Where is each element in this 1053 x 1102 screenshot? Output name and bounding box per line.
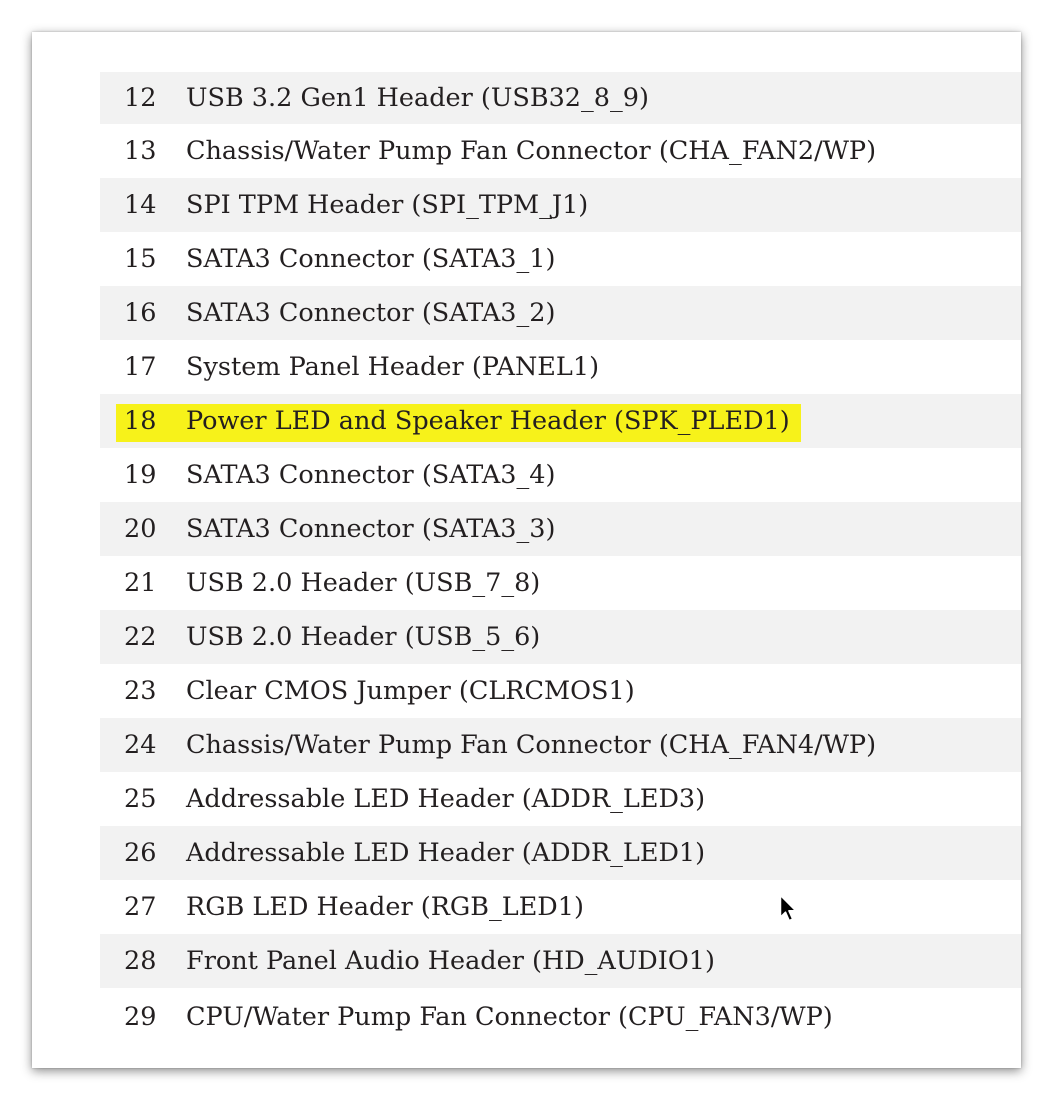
row-number: 22: [124, 622, 157, 652]
row-description: Power LED and Speaker Header (SPK_PLED1): [186, 406, 790, 436]
table-row: [100, 718, 1021, 772]
row-number: 26: [124, 838, 157, 868]
table-row: [100, 826, 1021, 880]
row-number: 17: [124, 352, 157, 382]
table-row: [100, 448, 1021, 502]
table-row: [100, 880, 1021, 934]
document-page: [32, 32, 1021, 1068]
row-description: Front Panel Audio Header (HD_AUDIO1): [186, 946, 715, 976]
row-description: Chassis/Water Pump Fan Connector (CHA_FAN2/WP): [186, 136, 877, 166]
row-description: Clear CMOS Jumper (CLRCMOS1): [186, 676, 635, 706]
row-description: SATA3 Connector (SATA3_3): [186, 514, 556, 544]
row-description: USB 2.0 Header (USB_5_6): [186, 622, 541, 652]
table-row: [100, 772, 1021, 826]
row-number: 20: [124, 514, 157, 544]
row-description: CPU/Water Pump Fan Connector (CPU_FAN3/WP): [186, 1002, 833, 1032]
row-description: Addressable LED Header (ADDR_LED1): [186, 838, 706, 868]
row-number: 16: [124, 298, 157, 328]
row-description: Chassis/Water Pump Fan Connector (CHA_FAN4/WP): [186, 730, 877, 760]
row-number: 24: [124, 730, 157, 760]
row-number: 19: [124, 460, 157, 490]
mouse-pointer-icon: [779, 894, 799, 924]
row-number: 25: [124, 784, 157, 814]
table-row: [100, 556, 1021, 610]
row-description: SATA3 Connector (SATA3_1): [186, 244, 556, 274]
row-number: 12: [124, 83, 157, 113]
connector-table: [100, 72, 1021, 1046]
table-row: [100, 340, 1021, 394]
row-description: System Panel Header (PANEL1): [186, 352, 600, 382]
row-number: 28: [124, 946, 157, 976]
table-row-highlighted: [100, 394, 1021, 448]
table-row: [100, 232, 1021, 286]
row-description: SATA3 Connector (SATA3_2): [186, 298, 556, 328]
row-description: SPI TPM Header (SPI_TPM_J1): [186, 190, 589, 220]
table-row: [100, 502, 1021, 556]
row-number: 15: [124, 244, 157, 274]
row-description: RGB LED Header (RGB_LED1): [186, 892, 584, 922]
row-number: 18: [124, 406, 157, 436]
row-description: USB 2.0 Header (USB_7_8): [186, 568, 541, 598]
table-row: [100, 178, 1021, 232]
row-number: 29: [124, 1002, 157, 1032]
table-row: [100, 286, 1021, 340]
row-number: 23: [124, 676, 157, 706]
table-row: [100, 610, 1021, 664]
row-number: 21: [124, 568, 157, 598]
row-description: SATA3 Connector (SATA3_4): [186, 460, 556, 490]
table-row: [100, 664, 1021, 718]
table-row: [100, 124, 1021, 178]
row-description: USB 3.2 Gen1 Header (USB32_8_9): [186, 83, 649, 113]
table-row: [100, 934, 1021, 988]
table-row: [100, 72, 1021, 124]
row-number: 27: [124, 892, 157, 922]
table-row: [100, 988, 1021, 1046]
row-number: 13: [124, 136, 157, 166]
row-description: Addressable LED Header (ADDR_LED3): [186, 784, 706, 814]
row-number: 14: [124, 190, 157, 220]
